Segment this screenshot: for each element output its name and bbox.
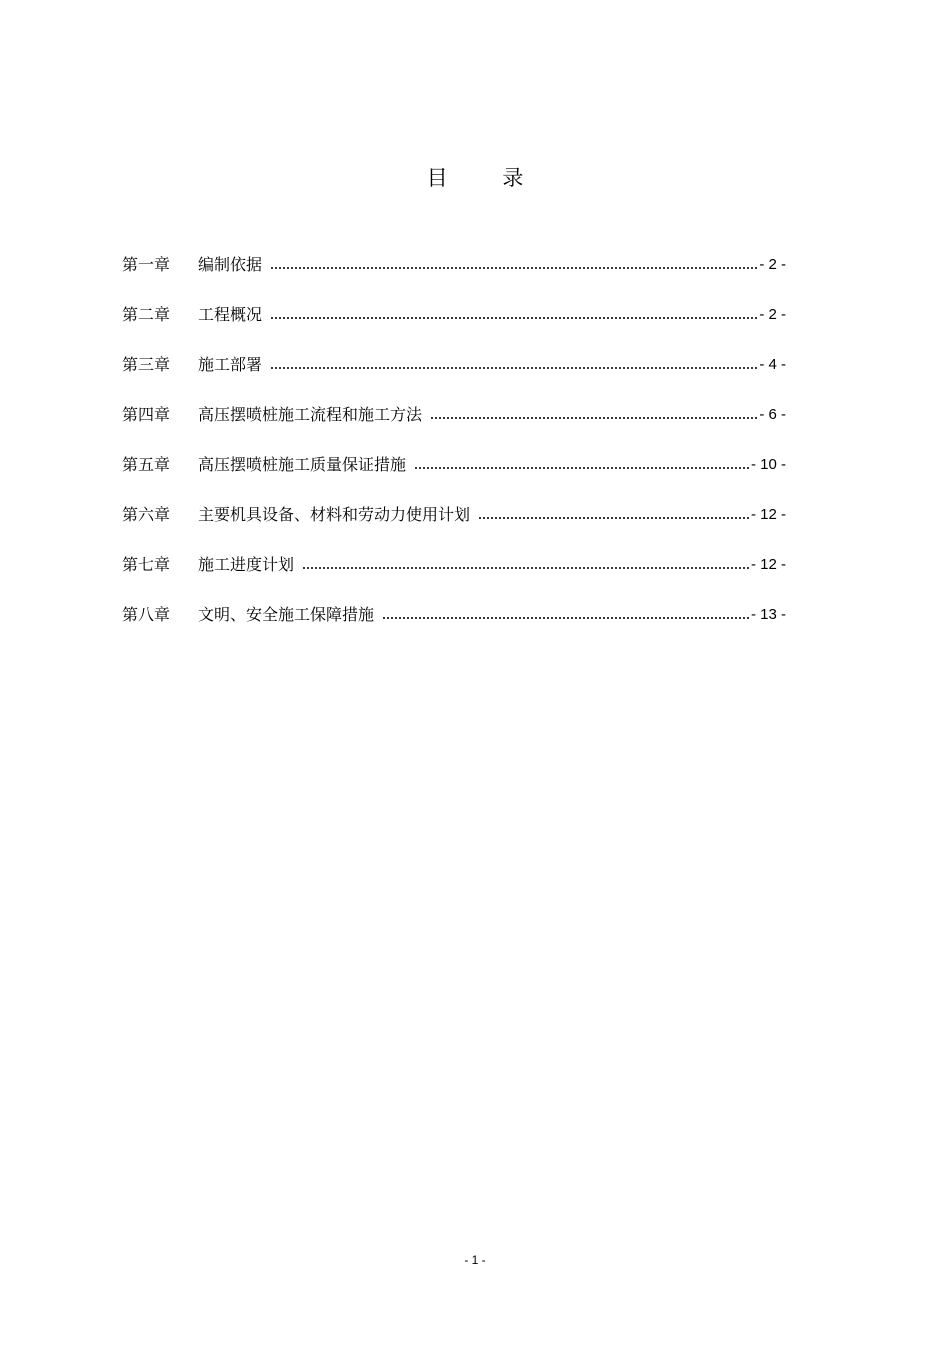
toc-chapter-heading: 高压摆喷桩施工流程和施工方法 <box>198 405 423 424</box>
toc-entry[interactable] <box>122 551 786 579</box>
toc-chapter-number: 第二章 <box>122 305 171 324</box>
toc-entry[interactable] <box>122 301 786 329</box>
toc-chapter-heading: 编制依据 <box>198 255 263 274</box>
toc-page-number: - 2 - <box>759 306 786 323</box>
toc-chapter-number: 第五章 <box>122 455 171 474</box>
toc-chapter-heading: 高压摆喷桩施工质量保证措施 <box>198 455 407 474</box>
toc-chapter-number: 第七章 <box>122 555 171 574</box>
toc-page-number: - 13 - <box>750 606 786 623</box>
toc-dot-leader <box>270 364 757 372</box>
footer-page-number: - 1 - <box>464 1253 486 1267</box>
toc-page-number: - 6 - <box>759 406 786 423</box>
toc-chapter-number: 第六章 <box>122 505 171 524</box>
toc-dot-leader <box>414 464 749 472</box>
toc-dot-leader <box>302 564 749 572</box>
toc-entry[interactable] <box>122 451 786 479</box>
toc-chapter-heading: 施工部署 <box>198 355 263 374</box>
toc-entry[interactable] <box>122 251 786 279</box>
toc-page-number: - 12 - <box>750 506 786 523</box>
toc-page-number: - 4 - <box>759 356 786 373</box>
toc-chapter-heading: 主要机具设备、材料和劳动力使用计划 <box>198 505 471 524</box>
toc-dot-leader <box>270 314 757 322</box>
toc-page-number: - 12 - <box>750 556 786 573</box>
toc-entry[interactable] <box>122 601 786 629</box>
toc-dot-leader <box>270 264 757 272</box>
toc-entry[interactable] <box>122 401 786 429</box>
toc-chapter-number: 第一章 <box>122 255 171 274</box>
toc-chapter-heading: 施工进度计划 <box>198 555 295 574</box>
toc-page-number: - 2 - <box>759 256 786 273</box>
toc-page-number: - 10 - <box>750 456 786 473</box>
toc-dot-leader <box>430 414 757 422</box>
toc-dot-leader <box>382 614 749 622</box>
toc-chapter-number: 第四章 <box>122 405 171 424</box>
toc-chapter-number: 第三章 <box>122 355 171 374</box>
toc-dot-leader <box>478 514 749 522</box>
toc-chapter-heading: 工程概况 <box>198 305 263 324</box>
toc-chapter-number: 第八章 <box>122 605 171 624</box>
toc-chapter-heading: 文明、安全施工保障措施 <box>198 605 375 624</box>
toc-entry[interactable] <box>122 351 786 379</box>
toc-entry[interactable] <box>122 501 786 529</box>
toc-title: 目 录 <box>426 166 548 190</box>
toc-list <box>122 251 786 651</box>
